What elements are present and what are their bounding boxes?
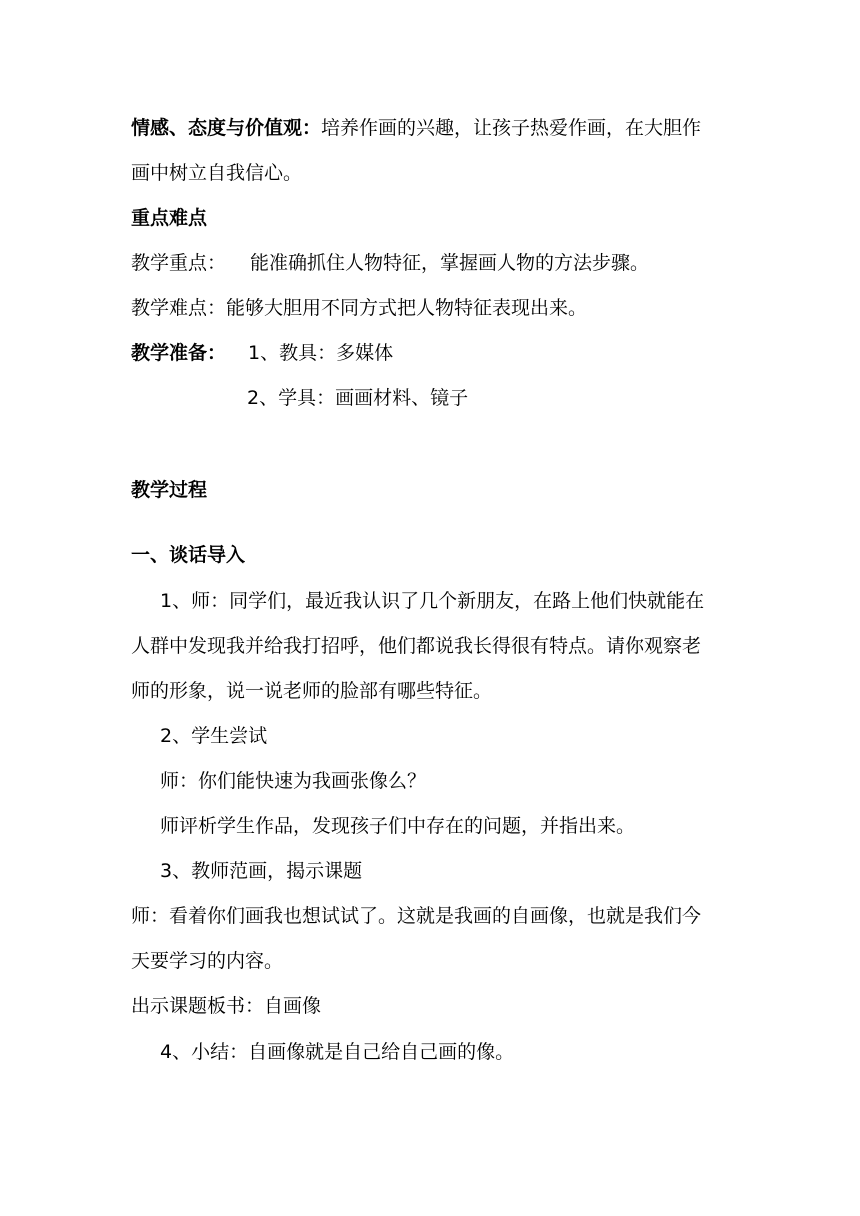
teaching-preparation (131, 340, 393, 366)
paragraph-6-line-2: 天要学习的内容。 (131, 950, 284, 972)
difficulty-text: 能够大胆用不同方式把人物特征表现出来。 (226, 297, 588, 319)
preparation-label: 教学准备： (131, 342, 227, 364)
process-heading: 教学过程 (131, 479, 208, 501)
attitude-line-2: 画中树立自我信心。 (131, 162, 303, 184)
focus-label: 教学重点： (131, 252, 227, 274)
teaching-focus (131, 250, 649, 276)
paragraph-1-line-3: 师的形象，说一说老师的脸部有哪些特征。 (131, 680, 493, 702)
paragraph-2: 2、学生尝试 (160, 725, 268, 747)
attitude-label: 情感、态度与价值观： (131, 117, 322, 139)
attitude-text: 培养作画的兴趣，让孩子热爱作画，在大胆作 (321, 117, 702, 139)
key-points-heading: 重点难点 (131, 207, 208, 229)
teaching-difficulty (131, 295, 587, 321)
paragraph-4: 师评析学生作品，发现孩子们中存在的问题，并指出来。 (160, 815, 636, 837)
paragraph-1-line-2: 人群中发现我并给我打招呼，他们都说我长得很有特点。请你观察老 (131, 635, 702, 657)
paragraph-3: 师：你们能快速为我画张像么？ (160, 770, 427, 792)
paragraph-8: 4、小结：自画像就是自己给自己画的像。 (160, 1041, 515, 1063)
preparation-item-1: 1、教具：多媒体 (248, 342, 394, 364)
paragraph-5: 3、教师范画，揭示课题 (160, 860, 363, 882)
preparation-item-2: 2、学具：画画材料、镜子 (247, 387, 469, 409)
section-1-heading: 一、谈话导入 (131, 544, 246, 566)
paragraph-7: 出示课题板书：自画像 (131, 995, 322, 1017)
paragraph-6-line-1: 师：看着你们画我也想试试了。这就是我画的自画像，也就是我们今 (131, 905, 702, 927)
difficulty-label: 教学难点： (131, 297, 227, 319)
attitude-line-1 (131, 115, 701, 141)
focus-text: 能准确抓住人物特征，掌握画人物的方法步骤。 (250, 252, 650, 274)
paragraph-1-line-1: 1、师：同学们，最近我认识了几个新朋友，在路上他们快就能在 (160, 590, 705, 612)
